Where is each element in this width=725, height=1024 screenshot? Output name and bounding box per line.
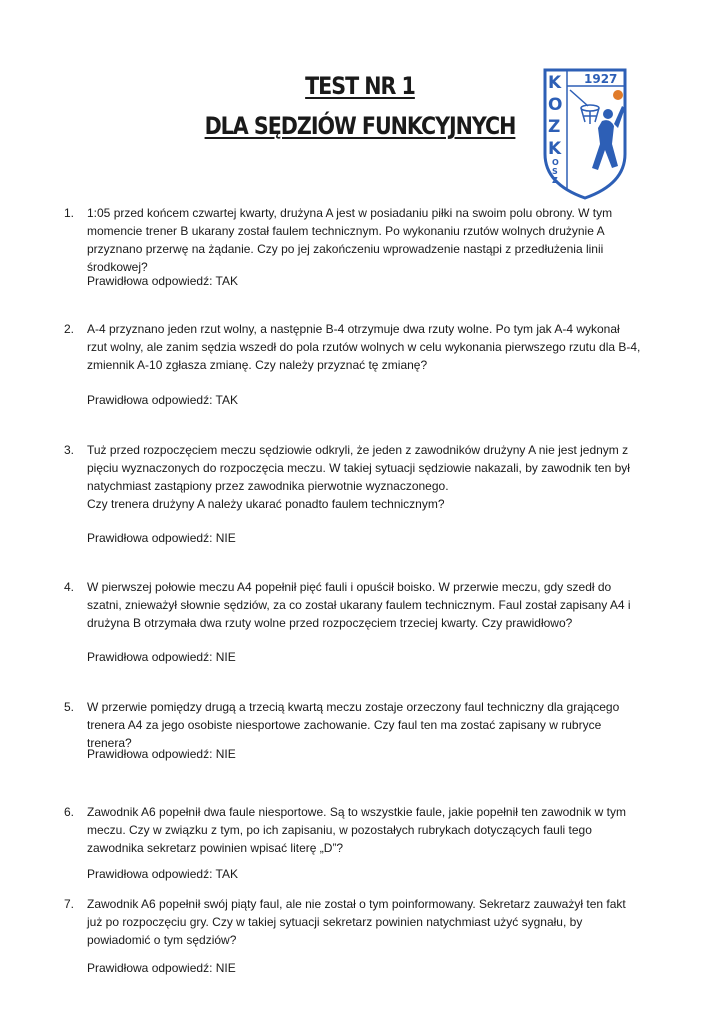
basketball-icon (613, 90, 623, 100)
question-number: 7. (64, 897, 75, 911)
question-number: 6. (64, 805, 75, 819)
question-number: 3. (64, 443, 75, 457)
logo-letter-4: K (548, 139, 562, 159)
question-text: W przerwie pomiędzy drugą a trzecią kwartą meczu zostaje orzeczony faul techniczny dla grającego trenera A4 za jego osobiste niesportowe zachowanie. Czy faul ten ma zostać zapisany w rubryce trenera? (87, 700, 620, 750)
question-text: W pierwszej połowie meczu A4 popełnił pięć fauli i opuścił boisko. W przerwie meczu, gdy szedł do szatni, znieważył słownie sędziów, za co został ukarany faulem technicznym. Faul został zapisany A4 i drużyna B otrzymała dwa rzuty wolne przed rozpoczęciem trzeciej kwarty. Czy prawidłowo? (87, 580, 631, 630)
question-number: 2. (64, 322, 75, 336)
question-text: 1:05 przed końcem czwartej kwarty, drużyna A jest w posiadaniu piłki na swoim polu obrony. W tym momencie trener B ukarany został faulem technicznym. Po wykonaniu rzutów wolnych drużynie A przyznano przerwę na żądanie. Czy po jej zakończeniu wprowadzenie nastąpi z przedłużenia linii środkowej? (87, 206, 613, 274)
question-answer: Prawidłowa odpowiedź: NIE (87, 531, 236, 545)
question-answer: Prawidłowa odpowiedź: TAK (87, 274, 238, 288)
question-number: 1. (64, 206, 75, 220)
question-text: Tuż przed rozpoczęciem meczu sędziowie odkryli, że jeden z zawodników drużyny A nie jest jednym z pięciu wyznaczonych do rozpoczęcia meczu. W takiej sytuacji sędziowie nakazali, by zawodnik ten był natychmiast zastąpiony przez zawodnika pierwotnie wyznaczonego. (87, 443, 630, 493)
question-answer: Prawidłowa odpowiedź: NIE (87, 650, 236, 664)
question-text: Zawodnik A6 popełnił dwa faule niesportowe. Są to wszystkie faule, jakie popełnił ten zawodnik w tym meczu. Czy w związku z tym, po ich zapisaniu, w pozostałych rubrykach dotyczących fauli tego zawodnika sekretarz powinien wpisać literę „D”? (87, 805, 626, 855)
logo-letter-1: K (548, 73, 562, 93)
logo-small-letter-2: S (552, 167, 558, 176)
title-line-2: DLA SĘDZIÓW FUNKCYJNYCH (204, 112, 516, 140)
page-title (179, 66, 540, 146)
logo-letter-2: O (548, 95, 563, 115)
logo-small-letter-3: Z (552, 176, 558, 185)
title-line-1: TEST NR 1 (305, 72, 415, 100)
question-answer: Prawidłowa odpowiedź: NIE (87, 747, 236, 761)
logo-letter-3: Z (548, 117, 561, 137)
question-answer: Prawidłowa odpowiedź: TAK (87, 393, 238, 407)
question-answer: Prawidłowa odpowiedź: NIE (87, 961, 236, 975)
question-number: 4. (64, 580, 75, 594)
question-number: 5. (64, 700, 75, 714)
club-logo (540, 66, 630, 202)
question-text: A-4 przyznano jeden rzut wolny, a następnie B-4 otrzymuje dwa rzuty wolne. Po tym jak A-4 wykonał rzut wolny, ale zanim sędzia wszedł do pola rzutów wolnych w celu wykonania pierwszego rzutu dla B-4, zmiennik A-10 zgłasza zmianę. Czy należy przyznać tę zmianę? (87, 322, 641, 372)
logo-small-letter-1: O (552, 158, 559, 167)
question-text-continued: Czy trenera drużyny A należy ukarać ponadto faulem technicznym? (87, 497, 445, 511)
question-answer: Prawidłowa odpowiedź: TAK (87, 867, 238, 881)
question-text: Zawodnik A6 popełnił swój piąty faul, ale nie został o tym poinformowany. Sekretarz zauważył ten fakt już po rozpoczęciu gry. Czy w takiej sytuacji sekretarz powinien natychmiast użyć sygnału, by powiadomić o tym sędziów? (87, 897, 626, 947)
logo-year: 1927 (584, 72, 618, 86)
